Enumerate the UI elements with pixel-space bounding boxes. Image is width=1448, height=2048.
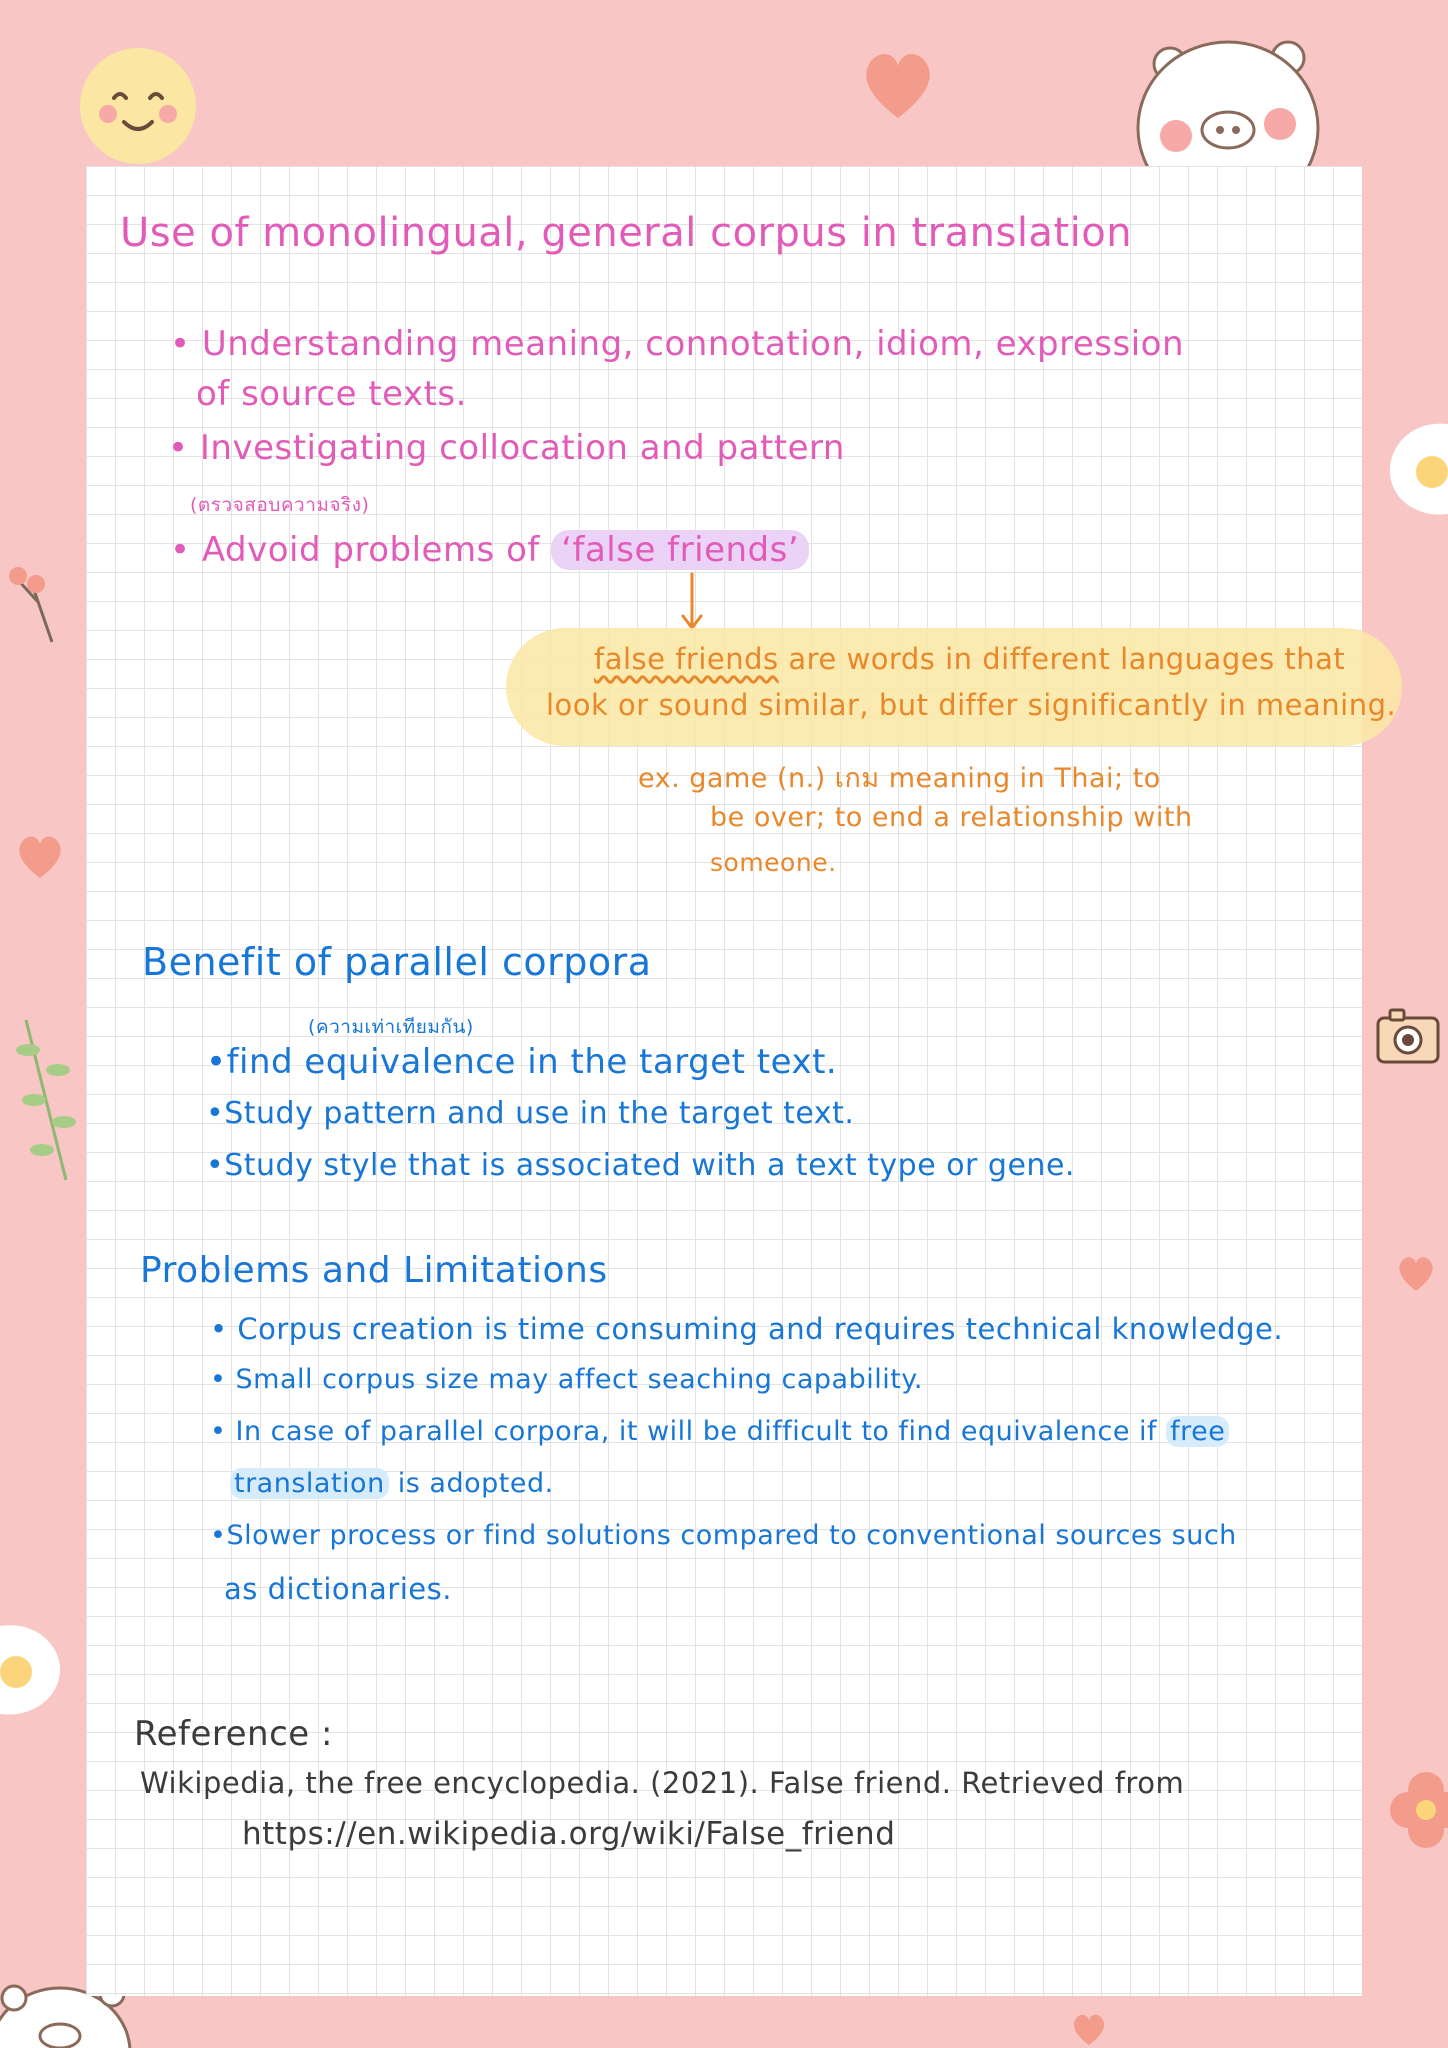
example-line1: ex. game (n.) เกม meaning in Thai; to: [638, 763, 1161, 794]
translation-highlight: translation: [230, 1468, 389, 1499]
section2-bullet-3: •Study style that is associated with a text type or gene.: [206, 1148, 1075, 1183]
definition-line2: look or sound similar, but differ significantly in meaning.: [546, 688, 1397, 722]
section2-bullet-1: •find equivalence in the target text.: [206, 1042, 838, 1082]
section3-bullet-3-line2: translation is adopted.: [230, 1468, 554, 1499]
smiley-sun-icon: [72, 40, 204, 172]
section3-bullet-1: • Corpus creation is time consuming and requires technical knowledge.: [210, 1312, 1284, 1346]
section3-title: Problems and Limitations: [140, 1250, 608, 1291]
section1-bullet2: • Investigating collocation and pattern: [168, 428, 845, 468]
reference-line2: https://en.wikipedia.org/wiki/False_friend: [242, 1816, 896, 1852]
example-line2: be over; to end a relationship with: [710, 802, 1193, 833]
grid-paper: [86, 166, 1397, 1996]
false-friends-highlight: ‘false friends’: [551, 530, 809, 570]
egg-icon: [0, 1620, 64, 1720]
heart-icon: [12, 830, 68, 882]
section1-title: Use of monolingual, general corpus in translation: [120, 210, 1133, 256]
free-highlight: free: [1166, 1416, 1229, 1447]
thai-note: (ตรวจสอบความจริง): [190, 494, 370, 516]
example-line3: someone.: [710, 848, 837, 877]
reference-label: Reference :: [134, 1714, 333, 1754]
section2-bullet-2: •Study pattern and use in the target text.: [206, 1096, 855, 1131]
heart-icon: [856, 44, 940, 124]
section1-bullet1-line2: of source texts.: [196, 374, 467, 414]
section3-bullet-3-line1: • In case of parallel corpora, it will be difficult to find equivalence if free: [210, 1416, 1229, 1447]
camera-icon: [1376, 1008, 1440, 1064]
section3-bullet-2: • Small corpus size may affect seaching capability.: [210, 1364, 924, 1395]
false-friends-term: false friends: [594, 642, 779, 676]
flower-icon: [1386, 1760, 1448, 1860]
arrow-down-icon: [680, 572, 704, 632]
egg-icon: [1388, 420, 1448, 520]
definition-line1: false friends are words in different languages that: [594, 642, 1346, 676]
heart-icon: [1066, 2010, 1112, 2048]
berry-branch-icon: [4, 550, 74, 650]
pig-face-icon: [1128, 18, 1328, 168]
section1-bullet1-line1: • Understanding meaning, connotation, idiom, expression: [170, 324, 1185, 364]
section2-thai-note: (ความเท่าเทียมกัน): [308, 1016, 474, 1038]
heart-icon: [1394, 1252, 1438, 1294]
section2-title: Benefit of parallel corpora: [142, 940, 652, 984]
section3-bullet-4-line2: as dictionaries.: [224, 1572, 452, 1606]
reference-line1: Wikipedia, the free encyclopedia. (2021). False friend. Retrieved from: [140, 1766, 1185, 1800]
leaf-branch-icon: [6, 1010, 86, 1190]
section1-bullet3: • Advoid problems of ‘false friends’: [170, 530, 809, 570]
section3-bullet-4-line1: •Slower process or find solutions compared to conventional sources such: [210, 1520, 1237, 1551]
